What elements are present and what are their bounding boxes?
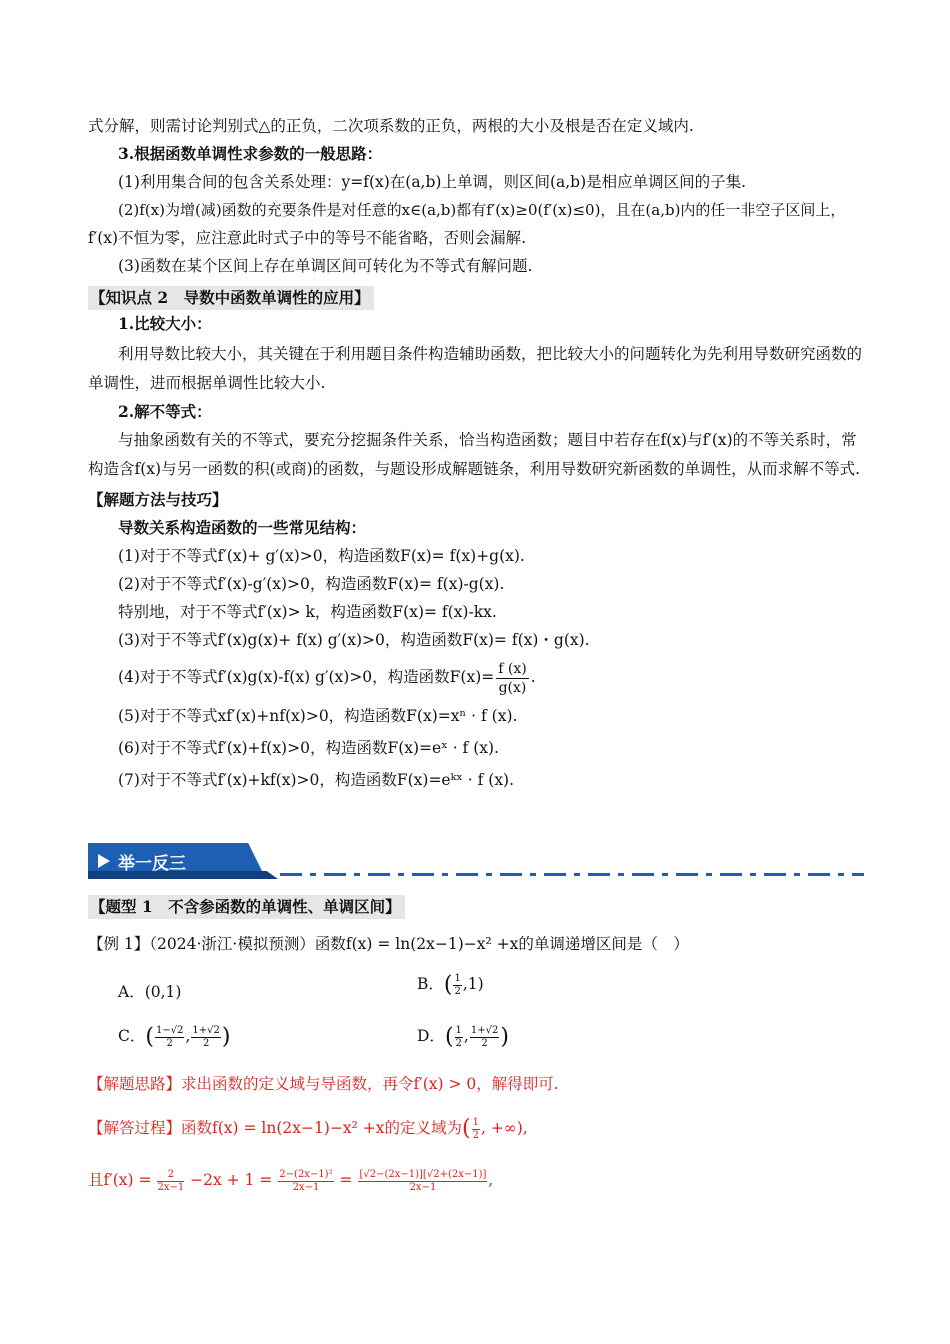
option-b: B．( $\frac{1}{2}$ ,1): [417, 972, 484, 998]
text-line: (2)f(x)为增(减)函数的充要条件是对任意的x∈(a,b)都有f′(x)≥0(f′(x)≤0)，且在(a,b)内的任一非空子区间上，: [118, 201, 846, 219]
tip-item-7: (7)对于不等式f′(x)+kf(x)>0，构造函数F(x)=eᵏˣ · f (x).: [118, 771, 515, 789]
solution-process: 【解答过程】函数f(x) = ln(2x−1)−x² +x的定义域为( $\frac{1}{2}$ , +∞),: [88, 1116, 528, 1141]
knowledge-point-header: 【知识点 2 导数中函数单调性的应用】: [88, 286, 374, 310]
document-page: [88, 100, 864, 796]
paragraph: 利用导数比较大小，其关键在于利用题目条件构造辅助函数，把比较大小的问题转化为先利用导数研究函数的单调性，进而根据单调性比较大小.: [88, 345, 863, 392]
section-heading: 3.根据函数单调性求参数的一般思路：: [118, 144, 383, 163]
tip-item-3: (3)对于不等式f′(x)g(x)+ f(x) g′(x)>0，构造函数F(x)= f(x)・g(x).: [118, 631, 590, 649]
dash-divider: [280, 873, 864, 876]
derivative-line: 且f′(x) = $\frac{2}{2x-1}$ −2x + 1 = $\frac{\text{2−(2x−1)²}}{2x-1}$ = $\frac{[√2-(2x-1)][√2+(2x-1)]}{2x-1}$ ,: [88, 1168, 494, 1193]
tips-header: 【解题方法与技巧】: [88, 490, 228, 509]
banner-label: 举一反三: [118, 854, 186, 874]
option-d: D．( $\frac{1}{2}$ , $\frac{1+√2}{2}$ ): [417, 1024, 509, 1050]
text-line: (1)利用集合间的包含关系处理：y=f(x)在(a,b)上单调，则区间(a,b)是相应单调区间的子集.: [118, 173, 747, 191]
question-type-header: 【题型 1 不含参函数的单调性、单调区间】: [88, 895, 405, 919]
solution-idea: 【解题思路】求出函数的定义域与导函数，再令f′(x) > 0，解得即可.: [88, 1075, 559, 1093]
section-heading: 1.比较大小：: [118, 314, 212, 333]
text-line: 式分解，则需讨论判别式△的正负，二次项系数的正负，两根的大小及根是否在定义域内.: [88, 117, 694, 135]
tip-item-2-special: 特别地，对于不等式f′(x)> k，构造函数F(x)= f(x)-kx.: [118, 603, 497, 621]
option-c: C．( $\frac{1-√2}{2}$ , $\frac{1+√2}{2}$ ): [118, 1024, 231, 1050]
text-line: (3)函数在某个区间上存在单调区间可转化为不等式有解问题.: [118, 257, 533, 275]
tip-item-5: (5)对于不等式xf′(x)+nf(x)>0，构造函数F(x)=xⁿ · f (x).: [118, 707, 518, 725]
tip-item-6: (6)对于不等式f′(x)+f(x)>0，构造函数F(x)=eˣ · f (x).: [118, 739, 499, 757]
tips-title: 导数关系构造函数的一些常见结构：: [118, 518, 367, 537]
tip-item-1: (1)对于不等式f′(x)+ g′(x)>0，构造函数F(x)= f(x)+g(x).: [118, 547, 525, 565]
tip-item-2: (2)对于不等式f′(x)-g′(x)>0，构造函数F(x)= f(x)-g(x).: [118, 575, 505, 593]
paragraph: 与抽象函数有关的不等式，要充分挖掘条件关系，恰当构造函数；题目中若存在f(x)与f′(x)的不等关系时，常构造含f(x)与另一函数的积(或商)的函数，与题设形成解题链条，利用导数研究新函数的单调性，从而求解不等式.: [88, 431, 861, 478]
example-question: 【例 1】（2024·浙江·模拟预测）函数f(x) = ln(2x−1)−x² +x的单调递增区间是（ ）: [88, 935, 689, 953]
tip-item-4: (4)对于不等式f′(x)g(x)-f(x) g′(x)>0，构造函数F(x)= $\frac{f (x)}{g(x)}$ .: [118, 660, 536, 696]
play-triangle-icon: [98, 854, 110, 868]
section-heading: 2.解不等式：: [118, 402, 212, 421]
text-line: f′(x)不恒为零，应注意此时式子中的等号不能省略，否则会漏解.: [88, 229, 527, 247]
section-banner: [88, 843, 864, 879]
option-a: A．(0,1): [118, 983, 182, 1001]
